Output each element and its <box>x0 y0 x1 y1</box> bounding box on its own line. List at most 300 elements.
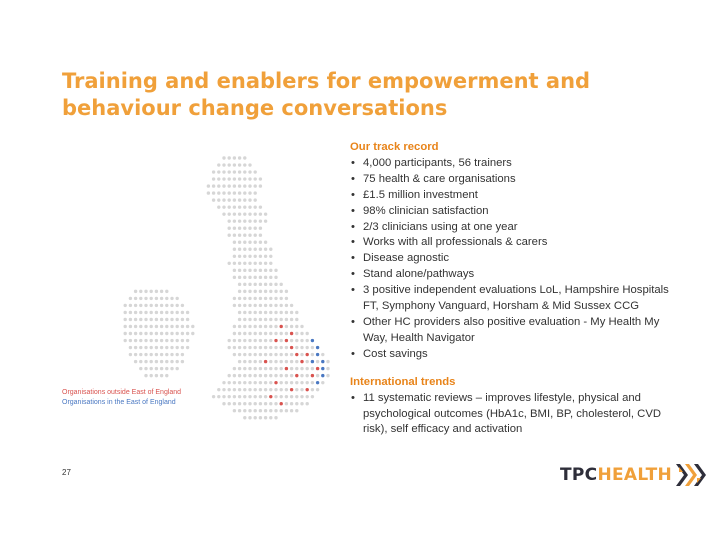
map-dot <box>212 177 215 180</box>
map-dot <box>243 395 246 398</box>
map-dot <box>207 191 210 194</box>
map-dot <box>129 332 132 335</box>
map-dot <box>254 353 257 356</box>
map-dot <box>290 374 293 377</box>
map-dot <box>254 283 257 286</box>
map-dot <box>254 255 257 258</box>
list-item: • Works with all professionals & carers <box>350 235 670 251</box>
map-dot <box>254 395 257 398</box>
map-dot <box>238 367 241 370</box>
map-dot <box>274 311 277 314</box>
map-dot <box>243 156 246 159</box>
map-dot <box>274 388 277 391</box>
map-dot <box>243 304 246 307</box>
map-dot <box>274 381 277 384</box>
map-dot <box>290 360 293 363</box>
map-dot <box>274 304 277 307</box>
map-dot <box>165 339 168 342</box>
map-dot <box>269 395 272 398</box>
map-dot <box>217 184 220 187</box>
map-dot <box>248 416 251 419</box>
map-dot <box>191 325 194 328</box>
map-dot <box>170 367 173 370</box>
map-dot <box>160 318 163 321</box>
list-item: • 4,000 participants, 56 trainers <box>350 156 670 172</box>
map-dot <box>233 346 236 349</box>
map-dot <box>264 297 267 300</box>
map-dot <box>176 318 179 321</box>
map-dot <box>233 276 236 279</box>
map-dot <box>254 304 257 307</box>
map-dot <box>139 367 142 370</box>
map-dot <box>186 318 189 321</box>
map-dot <box>259 318 262 321</box>
map-dot <box>269 374 272 377</box>
map-dot <box>248 241 251 244</box>
map-dot <box>150 360 153 363</box>
map-dot <box>274 360 277 363</box>
map-dot <box>248 339 251 342</box>
map-dot <box>243 353 246 356</box>
map-dot <box>300 367 303 370</box>
map-dot <box>233 248 236 251</box>
map-dot <box>243 219 246 222</box>
map-dot <box>134 353 137 356</box>
list-item: • Other HC providers also positive evaluation - My Health My Way, Health Navigator <box>350 315 670 347</box>
map-dot <box>280 290 283 293</box>
map-dot <box>233 177 236 180</box>
map-dot <box>144 325 147 328</box>
map-dot <box>274 297 277 300</box>
map-dot <box>160 325 163 328</box>
map-dot <box>160 360 163 363</box>
map-dot <box>181 325 184 328</box>
map-dot <box>264 409 267 412</box>
map-dot <box>285 318 288 321</box>
title-line-2: behaviour change conversations <box>62 96 448 120</box>
map-dot <box>248 255 251 258</box>
map-dot <box>139 339 142 342</box>
map-dot <box>254 381 257 384</box>
map-dot <box>274 353 277 356</box>
map-dot <box>233 353 236 356</box>
map-dot <box>248 262 251 265</box>
map-dot <box>222 205 225 208</box>
list-item: • Disease agnostic <box>350 251 670 267</box>
map-dot <box>254 276 257 279</box>
map-dot <box>155 367 158 370</box>
map-dot <box>280 388 283 391</box>
map-dot <box>165 353 168 356</box>
map-dot <box>160 346 163 349</box>
map-dot <box>165 325 168 328</box>
map-dot <box>233 219 236 222</box>
map-dot <box>134 297 137 300</box>
map-dot <box>259 395 262 398</box>
map-dot <box>248 227 251 230</box>
map-dot <box>124 332 127 335</box>
map-dot <box>238 311 241 314</box>
map-dot <box>259 297 262 300</box>
map-dot <box>186 311 189 314</box>
map-dot <box>295 339 298 342</box>
map-dot <box>160 374 163 377</box>
international-list <box>350 391 670 439</box>
map-dot <box>186 346 189 349</box>
map-dot <box>243 241 246 244</box>
map-dot <box>274 402 277 405</box>
map-dot <box>306 395 309 398</box>
map-dot <box>228 191 231 194</box>
map-dot <box>186 332 189 335</box>
map-dot <box>144 332 147 335</box>
map-dot <box>316 381 319 384</box>
map-dot <box>139 297 142 300</box>
map-dot <box>150 304 153 307</box>
map-dot <box>238 205 241 208</box>
map-dot <box>243 283 246 286</box>
map-dot <box>170 346 173 349</box>
map-dot <box>129 304 132 307</box>
map-dot <box>176 339 179 342</box>
map-dot <box>238 318 241 321</box>
map-dot <box>155 339 158 342</box>
map-dot <box>233 395 236 398</box>
map-dot <box>228 227 231 230</box>
map-dot <box>264 311 267 314</box>
map-dot <box>264 402 267 405</box>
map-dot <box>139 318 142 321</box>
map-dot <box>280 409 283 412</box>
map-dot <box>155 318 158 321</box>
map-dot <box>300 402 303 405</box>
map-dot <box>248 163 251 166</box>
map-dot <box>243 381 246 384</box>
map-dot <box>144 374 147 377</box>
map-dot <box>233 381 236 384</box>
map-dot <box>238 395 241 398</box>
map-dot <box>228 262 231 265</box>
map-dot <box>311 388 314 391</box>
map-dot <box>155 360 158 363</box>
map-dot <box>176 332 179 335</box>
map-dot <box>259 227 262 230</box>
map-dot <box>160 353 163 356</box>
map-dot <box>150 325 153 328</box>
map-dot <box>222 170 225 173</box>
map-dot <box>150 374 153 377</box>
logo-text: TPCHEALTH <box>560 465 673 485</box>
map-dot <box>285 409 288 412</box>
map-dot <box>181 311 184 314</box>
map-dot <box>264 374 267 377</box>
map-dot <box>165 311 168 314</box>
map-dot <box>316 374 319 377</box>
map-dot <box>248 304 251 307</box>
map-dot <box>264 318 267 321</box>
map-dot <box>233 234 236 237</box>
map-dot <box>264 304 267 307</box>
map-dot <box>238 198 241 201</box>
map-dot <box>264 269 267 272</box>
map-dot <box>285 311 288 314</box>
map-dot <box>280 395 283 398</box>
map-dot <box>150 311 153 314</box>
map-dot <box>243 248 246 251</box>
map-dot <box>259 248 262 251</box>
map-dot <box>285 388 288 391</box>
map-dot <box>269 311 272 314</box>
list-item: • 3 positive independent evaluations LoL, Hampshire Hospitals FT, Symphony Vanguard, Horsham & Mid Sussex CCG <box>350 283 670 315</box>
map-dot <box>280 367 283 370</box>
map-dot <box>248 409 251 412</box>
map-dot <box>134 325 137 328</box>
map-dot <box>238 184 241 187</box>
map-dot <box>144 339 147 342</box>
map-dot <box>264 416 267 419</box>
map-dot <box>290 332 293 335</box>
map-dot <box>139 346 142 349</box>
map-dot <box>217 395 220 398</box>
map-dot <box>191 332 194 335</box>
map-dot <box>300 388 303 391</box>
map-dot <box>264 339 267 342</box>
map-dot <box>176 346 179 349</box>
map-dot <box>280 402 283 405</box>
map-dot <box>144 353 147 356</box>
map-dot <box>243 416 246 419</box>
map-dot <box>139 360 142 363</box>
tpc-health-logo <box>560 462 710 488</box>
legend-outside-east: Organisations outside East of England <box>62 389 182 396</box>
map-dot <box>274 276 277 279</box>
map-dot <box>300 360 303 363</box>
map-dot <box>233 170 236 173</box>
map-dot <box>144 304 147 307</box>
map-dot <box>233 184 236 187</box>
map-dot <box>311 360 314 363</box>
map-dot <box>134 318 137 321</box>
map-dot <box>254 241 257 244</box>
map-dot <box>238 227 241 230</box>
map-dot <box>264 367 267 370</box>
map-dot <box>248 297 251 300</box>
map-dot <box>170 325 173 328</box>
map-dot <box>311 353 314 356</box>
map-dot <box>285 402 288 405</box>
map-dot <box>264 332 267 335</box>
map-dot <box>150 290 153 293</box>
map-dot <box>269 248 272 251</box>
map-dot <box>274 290 277 293</box>
map-dot <box>254 332 257 335</box>
map-dot <box>248 346 251 349</box>
map-dot <box>243 339 246 342</box>
map-dot <box>238 304 241 307</box>
map-dot <box>248 191 251 194</box>
map-dot <box>269 262 272 265</box>
map-dot <box>285 332 288 335</box>
list-item: • 75 health & care organisations <box>350 172 670 188</box>
map-dot <box>290 409 293 412</box>
map-dot <box>233 388 236 391</box>
map-dot <box>212 184 215 187</box>
map-dot <box>248 276 251 279</box>
map-dot <box>285 395 288 398</box>
map-legend <box>62 388 181 408</box>
map-dot <box>274 325 277 328</box>
map-dot <box>326 367 329 370</box>
map-dot <box>144 290 147 293</box>
map-dot <box>233 156 236 159</box>
map-dot <box>274 318 277 321</box>
title-line-1: Training and enablers for empowerment and <box>62 69 591 93</box>
map-dot <box>150 318 153 321</box>
map-dot <box>228 198 231 201</box>
map-dot <box>248 311 251 314</box>
map-dot <box>144 367 147 370</box>
map-dot <box>228 156 231 159</box>
map-dot <box>259 177 262 180</box>
map-dot <box>254 205 257 208</box>
page-number: 27 <box>62 468 71 477</box>
map-dot <box>295 325 298 328</box>
map-dot <box>290 381 293 384</box>
map-dot <box>269 304 272 307</box>
map-dot <box>129 297 132 300</box>
map-dot <box>259 304 262 307</box>
map-dot <box>233 163 236 166</box>
map-dot <box>311 339 314 342</box>
map-dot <box>181 304 184 307</box>
map-dot <box>280 374 283 377</box>
map-dot <box>274 283 277 286</box>
map-dot <box>144 297 147 300</box>
map-dot <box>290 388 293 391</box>
map-dot <box>243 255 246 258</box>
map-dot <box>321 367 324 370</box>
map-dot <box>269 346 272 349</box>
map-dot <box>259 346 262 349</box>
map-dot <box>243 374 246 377</box>
map-dot <box>139 311 142 314</box>
map-dot <box>269 339 272 342</box>
map-dot <box>139 353 142 356</box>
map-dot <box>295 388 298 391</box>
map-dot <box>321 381 324 384</box>
map-dot <box>269 297 272 300</box>
map-dot <box>233 205 236 208</box>
map-dot <box>259 311 262 314</box>
map-dot <box>129 353 132 356</box>
map-dot <box>306 374 309 377</box>
map-dot <box>280 332 283 335</box>
map-dot <box>316 360 319 363</box>
map-dot <box>233 409 236 412</box>
map-dot <box>176 297 179 300</box>
map-dot <box>259 212 262 215</box>
map-dot <box>170 332 173 335</box>
map-dot <box>139 325 142 328</box>
map-dot <box>248 367 251 370</box>
map-dot <box>321 374 324 377</box>
map-dot <box>134 332 137 335</box>
map-dot <box>280 339 283 342</box>
map-dot <box>238 170 241 173</box>
map-dot <box>259 388 262 391</box>
map-dot <box>139 290 142 293</box>
map-dot <box>248 205 251 208</box>
map-dot <box>326 360 329 363</box>
map-dot <box>295 360 298 363</box>
map-dot <box>124 304 127 307</box>
map-dot <box>285 304 288 307</box>
map-dot <box>290 353 293 356</box>
map-dot <box>259 255 262 258</box>
map-dot <box>300 332 303 335</box>
map-dot <box>254 311 257 314</box>
list-item: • 98% clinician satisfaction <box>350 204 670 220</box>
map-dot <box>259 402 262 405</box>
map-dot <box>290 304 293 307</box>
map-dot <box>259 360 262 363</box>
map-dot <box>264 360 267 363</box>
map-dot <box>254 318 257 321</box>
map-dot <box>295 332 298 335</box>
map-dot <box>300 346 303 349</box>
map-dot <box>269 255 272 258</box>
map-dot <box>181 353 184 356</box>
map-dot <box>170 353 173 356</box>
map-dot <box>254 269 257 272</box>
map-dot <box>228 381 231 384</box>
map-dot <box>233 241 236 244</box>
map-dot <box>243 318 246 321</box>
map-dot <box>280 304 283 307</box>
map-dot <box>233 255 236 258</box>
map-dot <box>150 346 153 349</box>
map-dot <box>144 346 147 349</box>
map-dot <box>295 409 298 412</box>
map-dot <box>243 332 246 335</box>
map-dot <box>285 353 288 356</box>
map-dot <box>217 388 220 391</box>
map-dot <box>243 290 246 293</box>
map-dot <box>259 276 262 279</box>
map-dot <box>280 360 283 363</box>
map-dot <box>269 325 272 328</box>
map-dot <box>269 290 272 293</box>
map-dot <box>243 325 246 328</box>
map-dot <box>165 304 168 307</box>
map-dot <box>134 304 137 307</box>
map-dot <box>248 325 251 328</box>
map-dot <box>269 269 272 272</box>
map-dot <box>233 198 236 201</box>
map-dot <box>170 297 173 300</box>
map-dot <box>238 339 241 342</box>
map-dot <box>217 170 220 173</box>
map-dot <box>238 255 241 258</box>
map-dot <box>264 388 267 391</box>
map-dot <box>306 353 309 356</box>
map-dot <box>306 381 309 384</box>
map-dot <box>254 212 257 215</box>
map-dot <box>285 360 288 363</box>
map-dot <box>254 248 257 251</box>
map-dot <box>238 381 241 384</box>
map-dot <box>228 177 231 180</box>
